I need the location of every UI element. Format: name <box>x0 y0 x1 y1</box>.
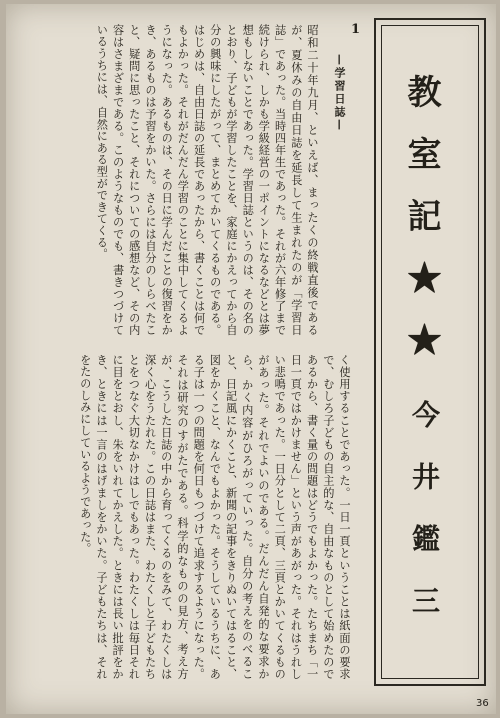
section-number: 1 <box>351 22 361 37</box>
body-text-upper: 昭和二十年九月、といえば、まったくの終戦直後であるが、夏休みの自由日誌を延長して生まれたのが「学習日誌」であった。当時四年生であった。それが六年修了まで続けられ、しかも学級経営の一ポイントになるなどとは夢想もしないことであった。学習日誌というのは、その名のとおり、子どもが学習したことを、家庭にかえってから自分の興味にしたがって、まとめてかいてくるものである。はじめは、自由日誌の延長であったから、書くことは何でもよかった。それがだんだん学習のことに集中してくるようになった。あるものは、その日に学んだことの復習をかき、あるものは予習をかいた。さらには自分のしらべたこと、疑問に思ったこと、それについての感想など、その内容はさまざまである。このようなものでも、書きつづけているうちには、自然にある型ができてくる。 <box>95 24 319 336</box>
article-title: 教室記★★ <box>401 74 441 384</box>
article-author: 今井鑑三 <box>408 400 441 648</box>
section-heading: —学習日誌— <box>333 54 346 132</box>
body-text-lower: く使用することであった。一日一頁ということは紙面の要求で、むしろ子どもの自主的な、自由なものとして始めたのであるから、書く量の問題はどうでもよかった。たちまち「一日一頁ではかけません」という声があがった。それはうれしい悲鳴であった。一日分として二頁、三頁とかいてくるものがあった。それでよいのである。だんだん自発的な要求から、かく内容がひろがっていった。自分の考えをのべること、日記風にかくこと、新聞の記事をきりぬいてはること、図をかくこと、なんでもよかった。そうしているうちに、ある子は一つの問題を何日もつづけて追求するようになった。それは研究のすがたである。科学的なものの見方、考え方が、こうした日誌の中から育ってくるのをみて、わたくしは深く心をうたれた。この日誌はまた、わたくしと子どもたちとをつなぐ大切なかけはしでもあった。わたくしは毎日それに目をとおし、朱をいれてかえした。ときには長い批評をかき、ときには一言のはげましをかいた。子どもたちは、それをたのしみにしているようであった。 <box>78 354 351 680</box>
magazine-page <box>6 4 496 714</box>
page-number: 36 <box>476 698 489 709</box>
